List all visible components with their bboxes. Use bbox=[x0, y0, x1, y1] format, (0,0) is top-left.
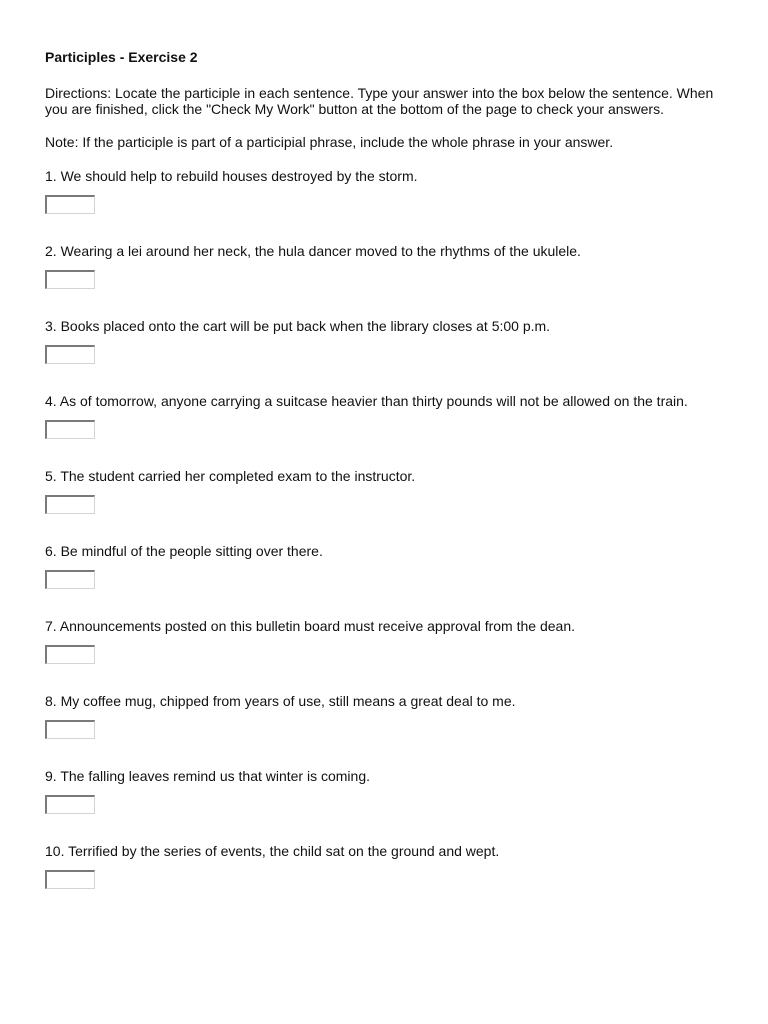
question-text: 3. Books placed onto the cart will be put back when the library closes at 5:00 p.m. bbox=[45, 318, 551, 334]
question-text: 9. The falling leaves remind us that winter is coming. bbox=[45, 768, 371, 784]
page-title: Participles - Exercise 2 bbox=[45, 49, 198, 65]
answer-input[interactable] bbox=[45, 870, 95, 889]
answer-input[interactable] bbox=[45, 570, 95, 589]
question-item bbox=[45, 243, 735, 318]
answer-input[interactable] bbox=[45, 645, 95, 664]
question-text: 4. As of tomorrow, anyone carrying a suitcase heavier than thirty pounds will not be allowed on the train. bbox=[45, 393, 688, 409]
answer-input[interactable] bbox=[45, 420, 95, 439]
question-text: 1. We should help to rebuild houses destroyed by the storm. bbox=[45, 168, 418, 184]
question-item bbox=[45, 468, 735, 543]
question-item bbox=[45, 843, 735, 918]
question-list bbox=[45, 168, 735, 918]
answer-input[interactable] bbox=[45, 345, 95, 364]
answer-input[interactable] bbox=[45, 270, 95, 289]
question-item bbox=[45, 543, 735, 618]
answer-input[interactable] bbox=[45, 720, 95, 739]
note-text: Note: If the participle is part of a participial phrase, include the whole phrase in your answer. bbox=[45, 134, 614, 150]
answer-input[interactable] bbox=[45, 195, 95, 214]
question-text: 2. Wearing a lei around her neck, the hula dancer moved to the rhythms of the ukulele. bbox=[45, 243, 581, 259]
question-item bbox=[45, 618, 735, 693]
question-text: 6. Be mindful of the people sitting over there. bbox=[45, 543, 323, 559]
question-item bbox=[45, 318, 735, 393]
answer-input[interactable] bbox=[45, 795, 95, 814]
question-item bbox=[45, 393, 735, 468]
question-text: 10. Terrified by the series of events, the child sat on the ground and wept. bbox=[45, 843, 500, 859]
question-item bbox=[45, 168, 735, 243]
question-item bbox=[45, 768, 735, 843]
question-text: 7. Announcements posted on this bulletin board must receive approval from the dean. bbox=[45, 618, 575, 634]
question-text: 5. The student carried her completed exam to the instructor. bbox=[45, 468, 416, 484]
directions-text: Directions: Locate the participle in each sentence. Type your answer into the box below the sentence. When you are finished, click the "Check My Work" button at the bottom of the page to check your answers. bbox=[45, 85, 714, 117]
exercise-page bbox=[45, 49, 735, 918]
question-text: 8. My coffee mug, chipped from years of use, still means a great deal to me. bbox=[45, 693, 516, 709]
question-item bbox=[45, 693, 735, 768]
answer-input[interactable] bbox=[45, 495, 95, 514]
